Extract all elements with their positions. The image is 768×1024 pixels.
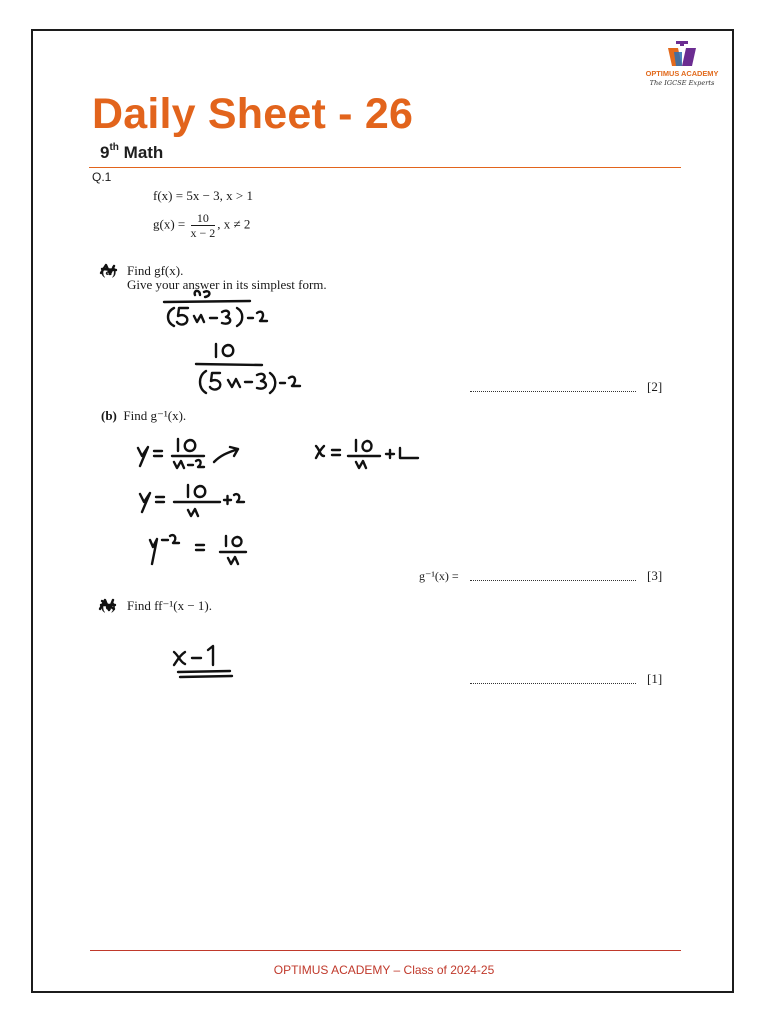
handwriting-b-side [310,436,428,476]
footer-text: OPTIMUS ACADEMY – Class of 2024-25 [273,963,495,977]
question-number: Q.1 [92,170,112,184]
handwriting-b-step3 [140,528,252,572]
f-definition: f(x) = 5x − 3, x > 1 [153,188,253,203]
part-a-text: Find gf(x). [127,263,184,278]
scribble-mark-c [97,596,119,614]
part-a-instruction: Give your answer in its simplest form. [127,277,327,292]
part-b-text: Find g⁻¹(x). [123,408,187,423]
header-divider [89,167,681,168]
footer-divider [90,950,681,951]
handwriting-b-step1 [130,432,250,476]
g-condition: , x ≠ 2 [217,216,251,232]
part-c-label: (c) [101,598,116,613]
grade-suffix: th [109,142,119,154]
grade-number: 9 [100,143,110,162]
answer-line-c [470,683,636,684]
subject-label: Math [123,143,164,162]
part-a-label: (a) [101,263,117,278]
handwriting-a-line1 [160,288,280,330]
handwriting-b-step2 [132,480,252,522]
page-title: Daily Sheet - 26 [92,90,414,138]
marks-b: [3] [647,568,663,583]
handwriting-c-answer [168,640,242,682]
logo-tagline: The IGCSE Experts [649,79,715,87]
marks-c: [1] [647,671,663,686]
part-b-answer-prefix: g⁻¹(x) = [419,569,459,583]
g-numerator: 10 [191,212,216,226]
marks-a: [2] [647,379,663,394]
grade-subject [100,143,163,163]
answer-line-b [470,580,636,581]
g-fraction [191,212,216,239]
scribble-mark-a [98,261,120,279]
logo-name: OPTIMUS ACADEMY [645,69,719,78]
handwriting-a-line2 [190,338,310,396]
part-c-text: Find ff⁻¹(x − 1). [127,598,213,613]
part-b-label: (b) [101,408,117,423]
g-denominator: x − 2 [190,226,216,240]
g-definition [153,212,250,239]
part-b-header [101,408,186,424]
answer-line-a [470,391,636,392]
g-lhs: g(x) = [153,216,189,232]
